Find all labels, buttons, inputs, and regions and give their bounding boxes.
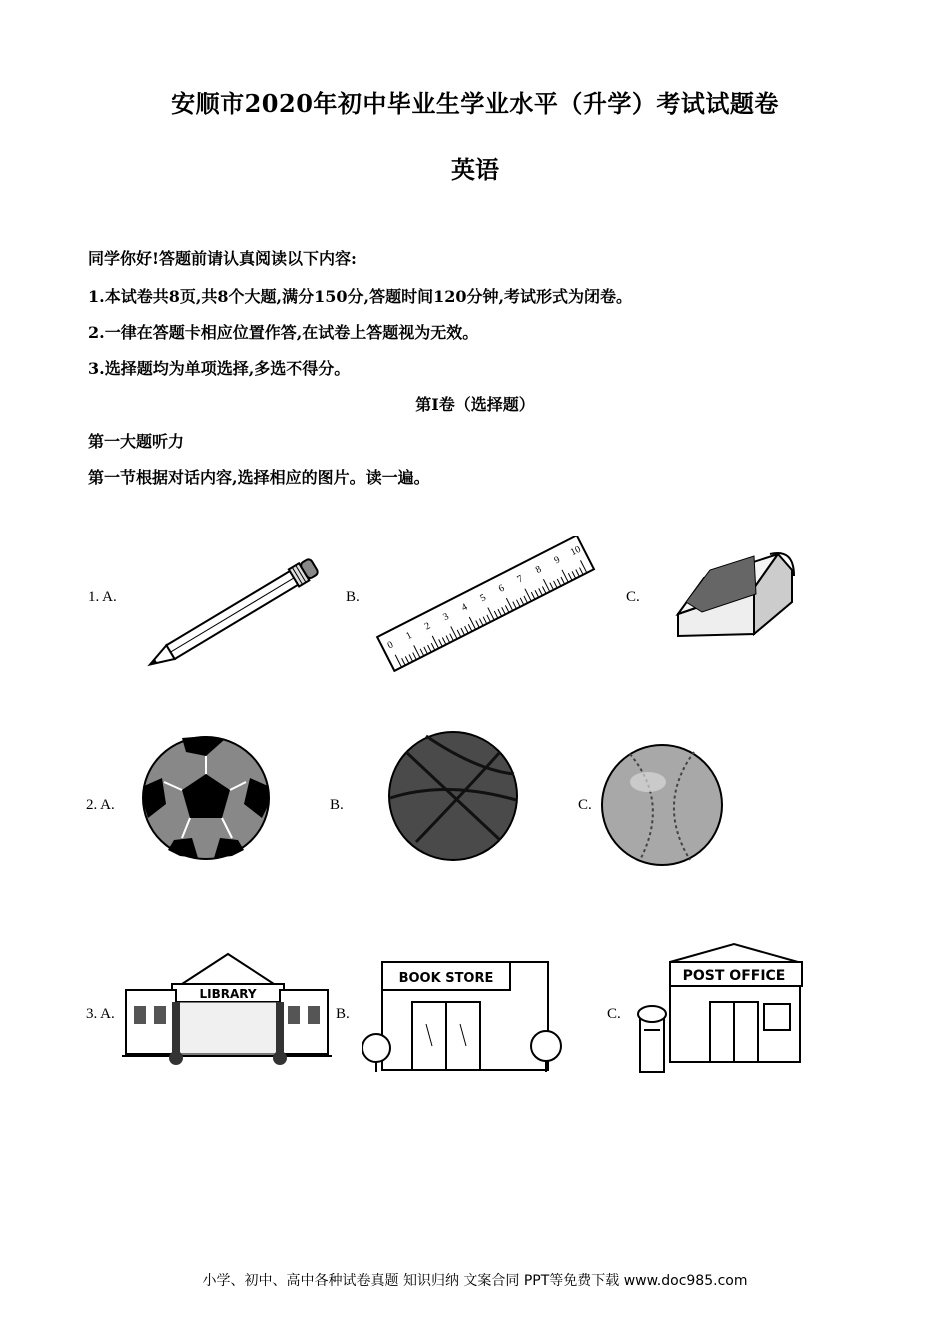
q1-option-c-label: C. <box>626 589 640 605</box>
library-icon <box>122 952 332 1068</box>
ruler-number: 5 <box>478 592 488 605</box>
volume-heading: 第Ⅰ卷（选择题） <box>415 395 535 414</box>
baseball-icon <box>600 742 724 868</box>
ruler-number: 7 <box>515 573 525 586</box>
q3-option-b-label: B. <box>336 1006 350 1022</box>
bookstore-icon <box>362 954 562 1072</box>
q2-option-b-label: B. <box>330 797 344 813</box>
instruction-item-2: 2.一律在答题卡相应位置作答,在试卷上答题视为无效。 <box>88 323 479 342</box>
q2-option-c-label: C. <box>578 797 592 813</box>
soccer-ball-icon <box>140 734 272 862</box>
instruction-item-3: 3.选择题均为单项选择,多选不得分。 <box>88 359 351 378</box>
exam-title: 安顺市2020年初中毕业生学业水平（升学）考试试题卷 <box>171 89 779 118</box>
exam-subject: 英语 <box>451 155 499 184</box>
ruler-number: 0 <box>385 639 396 652</box>
ruler-number: 8 <box>533 563 544 576</box>
part-heading: 第一大题听力 <box>88 432 185 451</box>
ruler-number: 10 <box>568 543 583 559</box>
post-office-sign: POST OFFICE <box>682 968 786 984</box>
instruction-item-1: 1.本试卷共8页,共8个大题,满分150分,答题时间120分钟,考试形式为闭卷。 <box>88 287 633 306</box>
library-sign: LIBRARY <box>199 987 257 1001</box>
page-footer: 小学、初中、高中各种试卷真题 知识归纳 文案合同 PPT等免费下载 www.doc985.com <box>202 1273 748 1289</box>
q1-option-b-label: B. <box>346 589 360 605</box>
q1-option-a-label: 1. A. <box>88 589 117 605</box>
basketball-icon <box>386 730 520 862</box>
post-office-icon <box>636 942 808 1082</box>
ruler-number: 4 <box>459 601 470 614</box>
ruler-number: 1 <box>404 629 414 643</box>
instructions-greeting: 同学你好!答题前请认真阅读以下内容: <box>88 249 357 268</box>
ruler-icon <box>366 536 606 672</box>
eraser-icon <box>672 540 802 644</box>
ruler-number: 6 <box>496 582 507 595</box>
ruler-number: 3 <box>441 611 451 624</box>
q3-option-c-label: C. <box>607 1006 621 1022</box>
ruler-number: 9 <box>552 554 562 567</box>
ruler-number: 2 <box>422 620 433 633</box>
pencil-icon <box>134 558 334 670</box>
q2-option-a-label: 2. A. <box>86 797 115 813</box>
q3-option-a-label: 3. A. <box>86 1006 115 1022</box>
subsection-heading: 第一节根据对话内容,选择相应的图片。读一遍。 <box>88 468 430 487</box>
bookstore-sign: BOOK STORE <box>398 971 494 986</box>
